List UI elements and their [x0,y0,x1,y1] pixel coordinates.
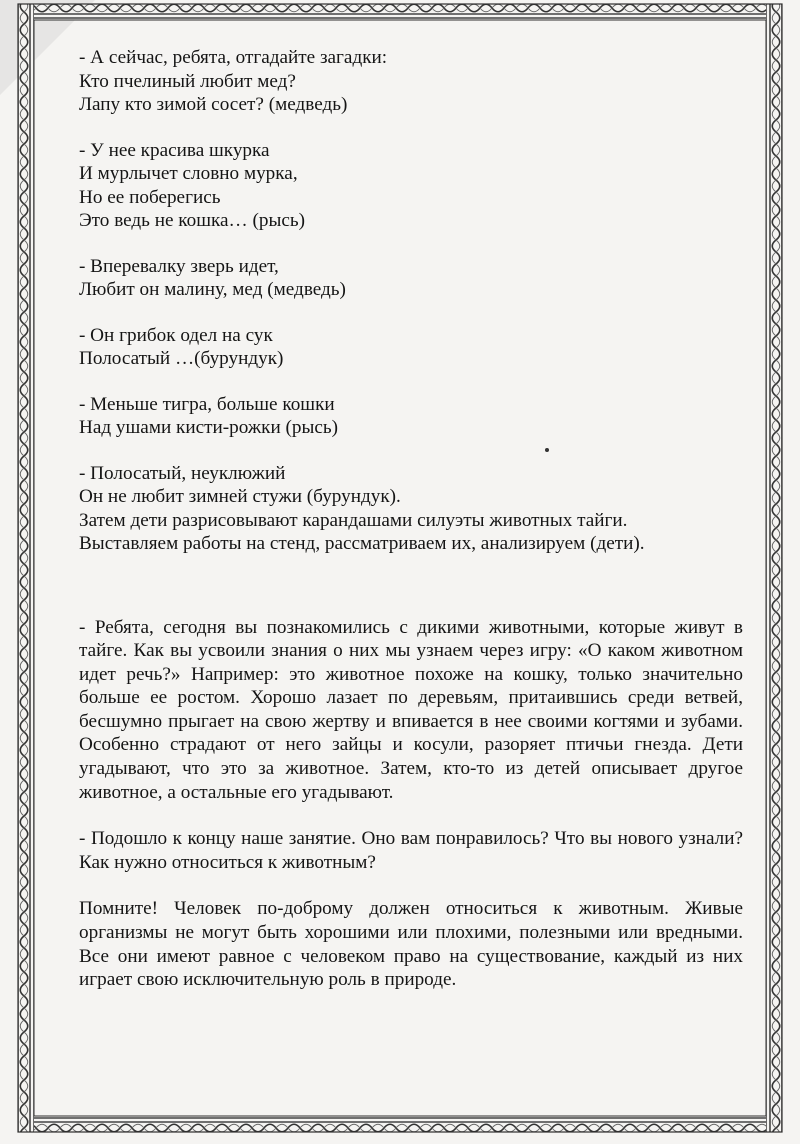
spacer [79,556,743,616]
spacer [79,804,743,827]
riddle-line: Полосатый …(бурундук) [79,348,284,369]
riddle-line: Любит он малину, мед (медведь) [79,279,346,300]
riddle-line: Над ушами кисти-рожки (рысь) [79,417,339,438]
riddle-block [79,139,743,233]
riddle-line: - У нее красива шкурка [79,139,270,161]
riddle-line: Но ее поберегись [79,186,221,208]
riddle-line: Затем дети разрисовывают карандашами силуэты животных тайги. [79,509,628,531]
riddle-line: - А сейчас, ребята, отгадайте загадки: [79,47,388,68]
riddle-line: - Меньше тигра, больше кошки [79,393,335,415]
riddle-line: Он не любит зимней стужи (бурундук). [79,486,401,507]
riddle-line: Кто пчелиный любит мед? [79,70,296,92]
riddle-line: - Вперевалку зверь идет, [79,255,279,277]
conclusion-paragraph: Помните! Человек по-доброму должен относиться к животным. Живые организмы не могут быть хорошими или плохими, полезными или вредными. Все они имеют равное с человеком право на существование, каждый из них играет свою исключительную роль в природе. [79,898,743,991]
riddle-line: Выставляем работы на стенд, рассматриваем их, анализируем (дети). [79,533,645,554]
riddle-block [79,255,743,302]
riddle-block [79,393,743,440]
riddle-block [79,462,743,556]
riddle-block [79,324,743,371]
document-body [79,46,743,992]
riddle-block [79,46,743,117]
closing-questions-paragraph: - Подошло к концу наше занятие. Оно вам понравилось? Что вы нового узнали? Как нужно относиться к животным? [79,828,743,873]
riddle-line: И мурлычет словно мурка, [79,163,298,184]
riddle-line: - Полосатый, неуклюжий [79,462,286,484]
game-paragraph: - Ребята, сегодня вы познакомились с дикими животными, которые живут в тайге. Как вы усвоили знания о них мы узнаем через игру: «О каком животном идет речь?» Например: это животное похоже на кошку, только значительно больше ее ростом. Хорошо лазает по деревьям, притаившись среди ветвей, бесшумно прыгает на свою жертву и впивается в нее своими когтями и зубами. Особенно страдают от него зайцы и косули, разоряет птичьи гнезда. Дети угадывают, что это за животное. Затем, кто-то из детей описывает другое животное, а остальные его угадывают. [79,616,743,803]
riddle-line: Это ведь не кошка… (рысь) [79,210,306,231]
riddle-line: Лапу кто зимой сосет? (медведь) [79,94,348,115]
riddle-line: - Он грибок одел на сук [79,324,273,346]
spacer [79,874,743,897]
